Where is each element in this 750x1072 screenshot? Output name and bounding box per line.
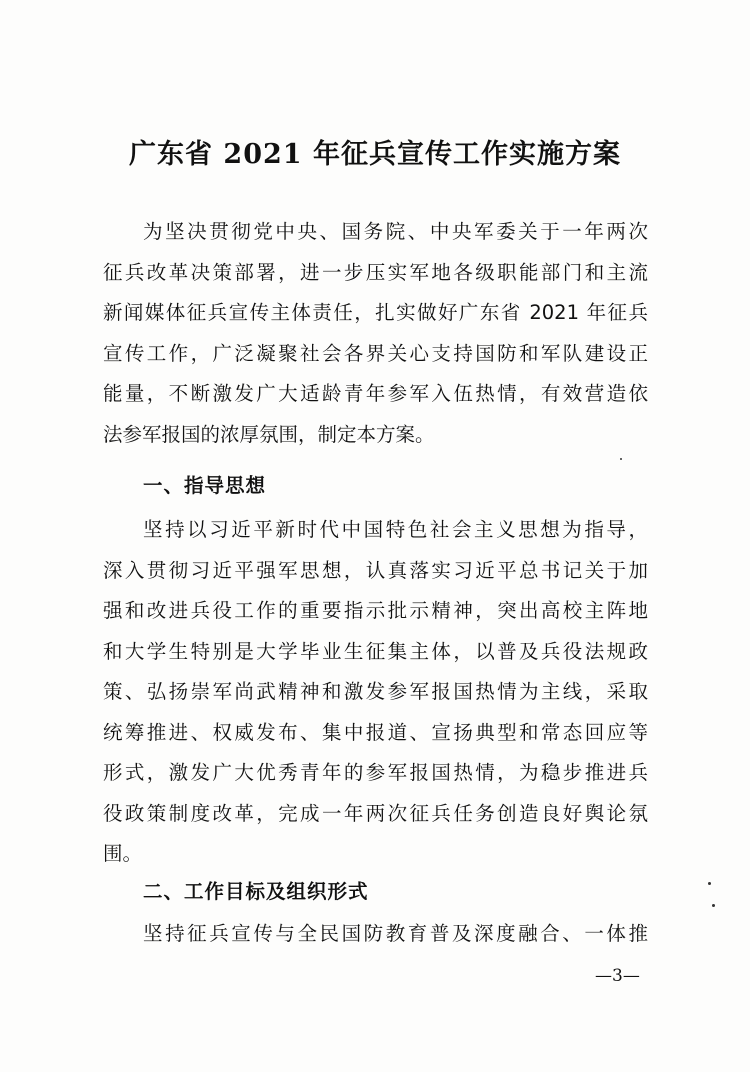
section-heading: 一、指导思想 (143, 474, 267, 497)
scan-speck (620, 458, 622, 460)
paragraph-line: 围。 (103, 842, 143, 865)
paragraph-line: 深入贯彻习近平强军思想，认真落实习近平总书记关于加 (103, 558, 648, 582)
scan-speck (708, 882, 711, 885)
paragraph-line: 坚持征兵宣传与全民国防教育普及深度融合、一体推 (143, 922, 648, 945)
paragraph-line: 宣传工作，广泛凝聚社会各界关心支持国防和军队建设正 (103, 341, 648, 365)
paragraph-line: 为坚决贯彻党中央、国务院、中央军委关于一年两次 (143, 220, 648, 243)
paragraph-line: 能量，不断激发广大适龄青年参军入伍热情，有效营造依 (103, 382, 648, 405)
paragraph-line: 策、弘扬崇军尚武精神和激发参军报国热情为主线，采取 (103, 680, 648, 703)
paragraph-line: 法参军报国的浓厚氛围，制定本方案。 (103, 422, 435, 446)
section2-paragraph (103, 914, 648, 955)
page-number: —3— (595, 966, 640, 986)
paragraph-line: 坚持以习近平新时代中国特色社会主义思想为指导， (143, 518, 648, 541)
paragraph-line: 统筹推进、权威发布、集中报道、宣扬典型和常态回应等 (103, 720, 648, 744)
document-title: 广东省 2021 年征兵宣传工作实施方案 (129, 139, 621, 170)
intro-paragraph (103, 212, 648, 455)
paragraph-line: 和大学生特别是大学毕业生征集主体，以普及兵役法规政 (103, 639, 648, 663)
paragraph-line: 形式，激发广大优秀青年的参军报国热情，为稳步推进兵 (103, 761, 648, 784)
paragraph-line: 强和改进兵役工作的重要指示批示精神，突出高校主阵地 (103, 599, 648, 622)
section-heading: 二、工作目标及组织形式 (143, 880, 369, 903)
paragraph-line: 新闻媒体征兵宣传主体责任，扎实做好广东省 2021 年征兵 (103, 301, 648, 324)
paragraph-line: 征兵改革决策部署，进一步压实军地各级职能部门和主流 (103, 260, 648, 284)
section1-paragraph (103, 510, 648, 875)
scan-speck (712, 904, 715, 907)
paragraph-line: 役政策制度改革，完成一年两次征兵任务创造良好舆论氛 (103, 801, 648, 825)
